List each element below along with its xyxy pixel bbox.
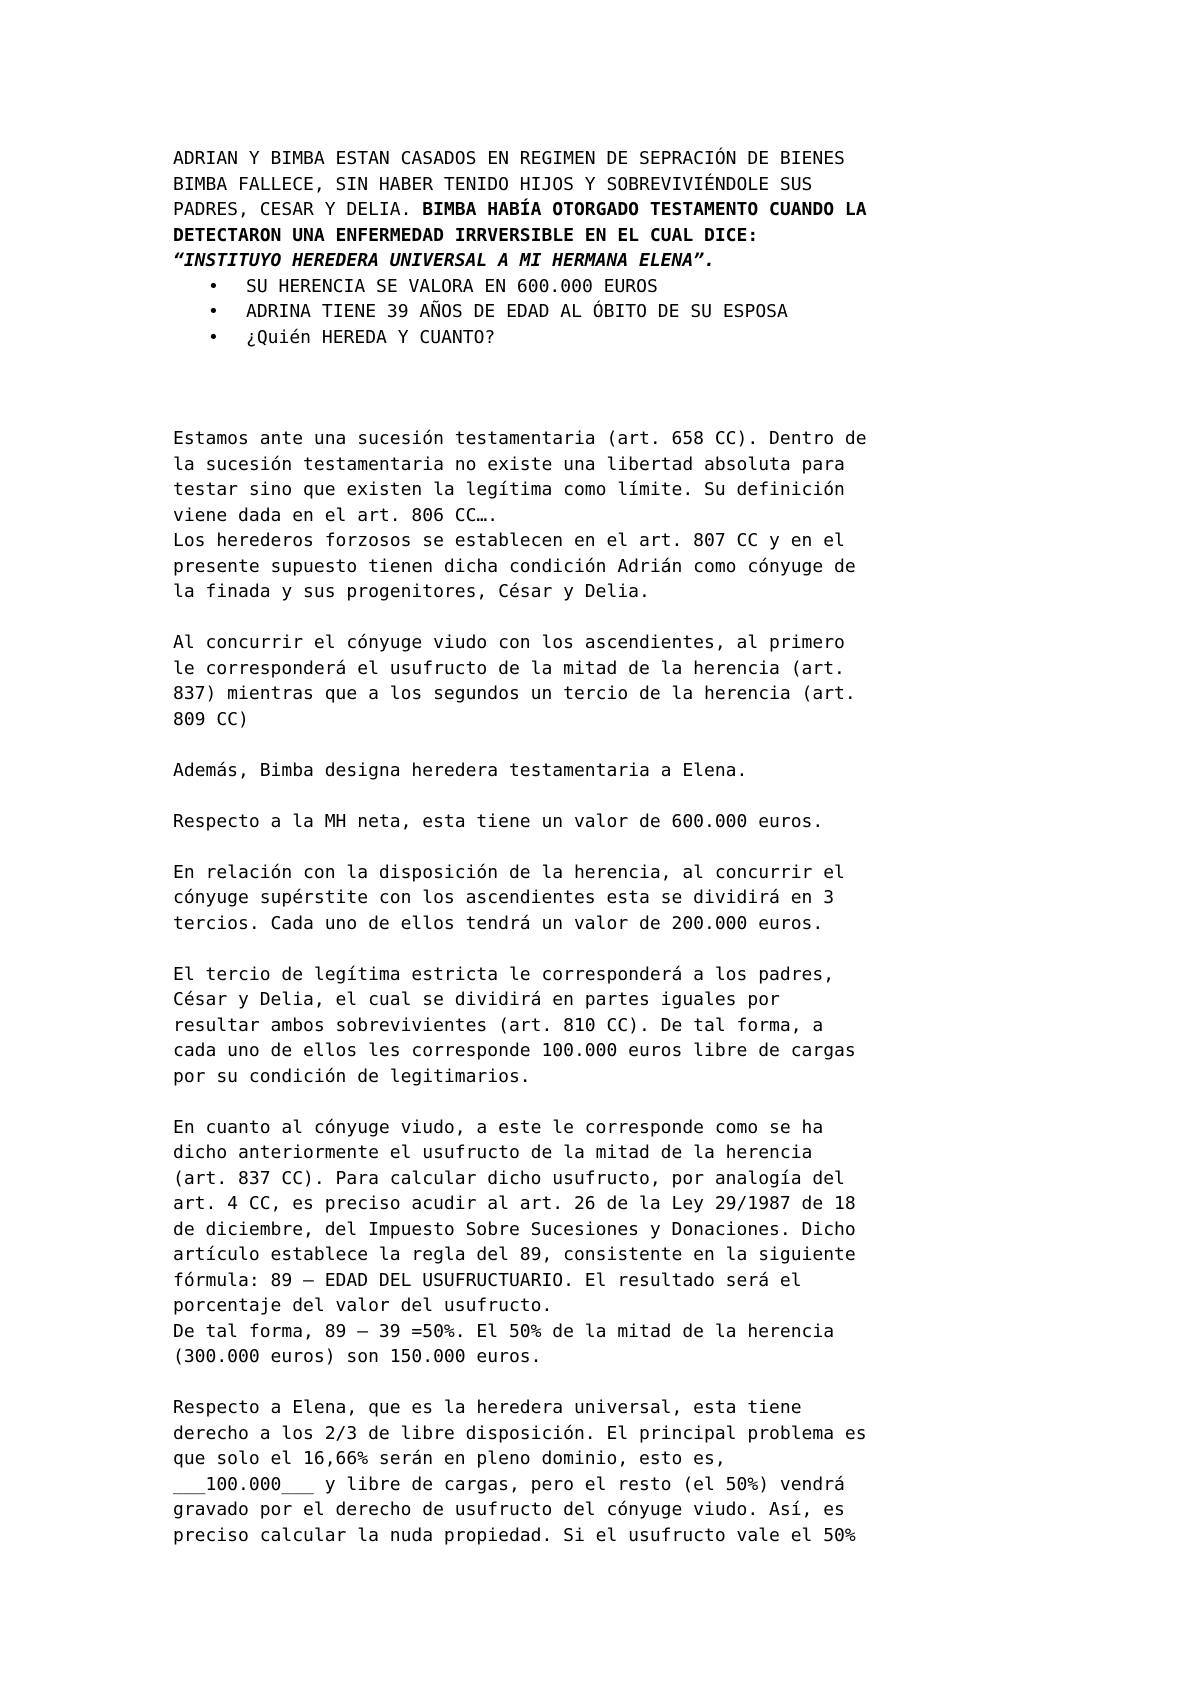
list-item-text: ADRINA TIENE 39 AÑOS DE EDAD AL ÓBITO DE SU ESPOSA — [246, 301, 788, 322]
text-line: art. 4 CC, es preciso acudir al art. 26 de la Ley 29/1987 de 18 — [173, 1193, 856, 1214]
text-line: de diciembre, del Impuesto Sobre Sucesiones y Donaciones. Dicho — [173, 1218, 856, 1240]
text-line: la sucesión testamentaria no existe una libertad absoluta para — [173, 453, 845, 475]
statement-line — [173, 197, 1053, 223]
text-line: Respecto a Elena, que es la heredera universal, esta tiene — [173, 1397, 802, 1418]
text-line: fórmula: 89 – EDAD DEL USUFRUCTUARIO. El resultado será el — [173, 1269, 802, 1291]
text-line: cada uno de ellos les corresponde 100.000 euros libre de cargas — [173, 1040, 856, 1061]
paragraph-testamentary-succession — [173, 426, 1053, 528]
text-line: dicho anteriormente el usufructo de la mitad de la herencia — [173, 1142, 813, 1163]
paragraph-forced-heirs — [173, 528, 1053, 605]
text-line: cónyuge supérstite con los ascendientes esta se dividirá en 3 — [173, 887, 835, 908]
document-content — [173, 146, 1053, 1548]
paragraph-net-estate — [173, 809, 1053, 835]
text-line: 809 CC) — [173, 708, 249, 730]
statement-line: BIMBA FALLECE, SIN HABER TENIDO HIJOS Y SOBREVIVIÉNDOLE SUS — [173, 173, 813, 195]
list-item — [173, 274, 1053, 300]
statement-bold-text: BIMBA HABÍA OTORGADO TESTAMENTO CUANDO LA — [422, 199, 867, 220]
text-line: testar sino que existen la legítima como límite. Su definición — [173, 479, 845, 500]
text-line: En relación con la disposición de la herencia, al concurrir el — [173, 861, 845, 883]
text-line: Además, Bimba designa heredera testamentaria a Elena. — [173, 759, 748, 781]
paragraph-strict-legitime — [173, 962, 1053, 1090]
text-line: resultar ambos sobrevivientes (art. 810 CC). De tal forma, a — [173, 1014, 824, 1036]
text-line: porcentaje del valor del usufructo. — [173, 1295, 553, 1316]
text-line: De tal forma, 89 – 39 =50%. El 50% de la mitad de la herencia — [173, 1320, 835, 1342]
text-line: gravado por el derecho de usufructo del cónyuge viudo. Así, es — [173, 1499, 845, 1520]
text-line: la finada y sus progenitores, César y Delia. — [173, 581, 650, 602]
bullet-icon: • — [208, 275, 219, 297]
will-quote: “INSTITUYO HEREDERA UNIVERSAL A MI HERMANA ELENA”. — [173, 250, 715, 271]
spacer — [173, 350, 1053, 426]
list-item-text: ¿Quién HEREDA Y CUANTO? — [246, 326, 496, 348]
text-line: Estamos ante una sucesión testamentaria (art. 658 CC). Dentro de — [173, 428, 867, 449]
list-item-text: SU HERENCIA SE VALORA EN 600.000 EUROS — [246, 275, 658, 297]
text-line: En cuanto al cónyuge viudo, a este le corresponde como se ha — [173, 1116, 824, 1138]
text-line: tercios. Cada uno de ellos tendrá un valor de 200.000 euros. — [173, 912, 824, 934]
text-line: artículo establece la regla del 89, consistente en la siguiente — [173, 1244, 856, 1265]
text-line: César y Delia, el cual se dividirá en partes iguales por — [173, 989, 780, 1010]
text-line: que solo el 16,66% serán en pleno dominio, esto es, — [173, 1448, 726, 1469]
statement-bold-line: DETECTARON UNA ENFERMEDAD IRRVERSIBLE EN EL CUAL DICE: — [173, 224, 759, 246]
text-line: El tercio de legítima estricta le corresponderá a los padres, — [173, 963, 835, 985]
text-line: por su condición de legitimarios. — [173, 1065, 531, 1087]
text-line: Respecto a la MH neta, esta tiene un valor de 600.000 euros. — [173, 810, 824, 832]
text-line: viene dada en el art. 806 CC…. — [173, 504, 499, 526]
text-line: presente supuesto tienen dicha condición Adrián como cónyuge de — [173, 555, 856, 577]
bullet-icon: • — [208, 326, 219, 348]
paragraph-universal-heir — [173, 1395, 1053, 1548]
text-line: le corresponderá el usufructo de la mitad de la herencia (art. — [173, 657, 845, 679]
bullet-icon: • — [208, 301, 219, 322]
case-facts-list — [173, 274, 1053, 351]
list-item — [173, 325, 1053, 351]
text-line: derecho a los 2/3 de libre disposición. El principal problema es — [173, 1422, 867, 1444]
paragraph-estate-division — [173, 860, 1053, 937]
statement-text: PADRES, CESAR Y DELIA. — [173, 199, 423, 220]
paragraph-testamentary-heir — [173, 758, 1053, 784]
list-item — [173, 299, 1053, 325]
case-statement — [173, 146, 1053, 274]
text-line: (art. 837 CC). Para calcular dicho usufructo, por analogía del — [173, 1167, 845, 1189]
text-line: Al concurrir el cónyuge viudo con los ascendientes, al primero — [173, 632, 845, 653]
paragraph-spouse-ascendants — [173, 630, 1053, 732]
text-line: preciso calcular la nuda propiedad. Si el usufructo vale el 50% — [173, 1524, 856, 1546]
statement-line: ADRIAN Y BIMBA ESTAN CASADOS EN REGIMEN DE SEPRACIÓN DE BIENES — [173, 148, 845, 169]
text-line: (300.000 euros) son 150.000 euros. — [173, 1346, 542, 1367]
paragraph-usufruct-calculation — [173, 1115, 1053, 1370]
text-line: ___100.000___ y libre de cargas, pero el resto (el 50%) vendrá — [173, 1473, 845, 1495]
text-line: 837) mientras que a los segundos un tercio de la herencia (art. — [173, 683, 856, 704]
text-line: Los herederos forzosos se establecen en el art. 807 CC y en el — [173, 530, 845, 551]
